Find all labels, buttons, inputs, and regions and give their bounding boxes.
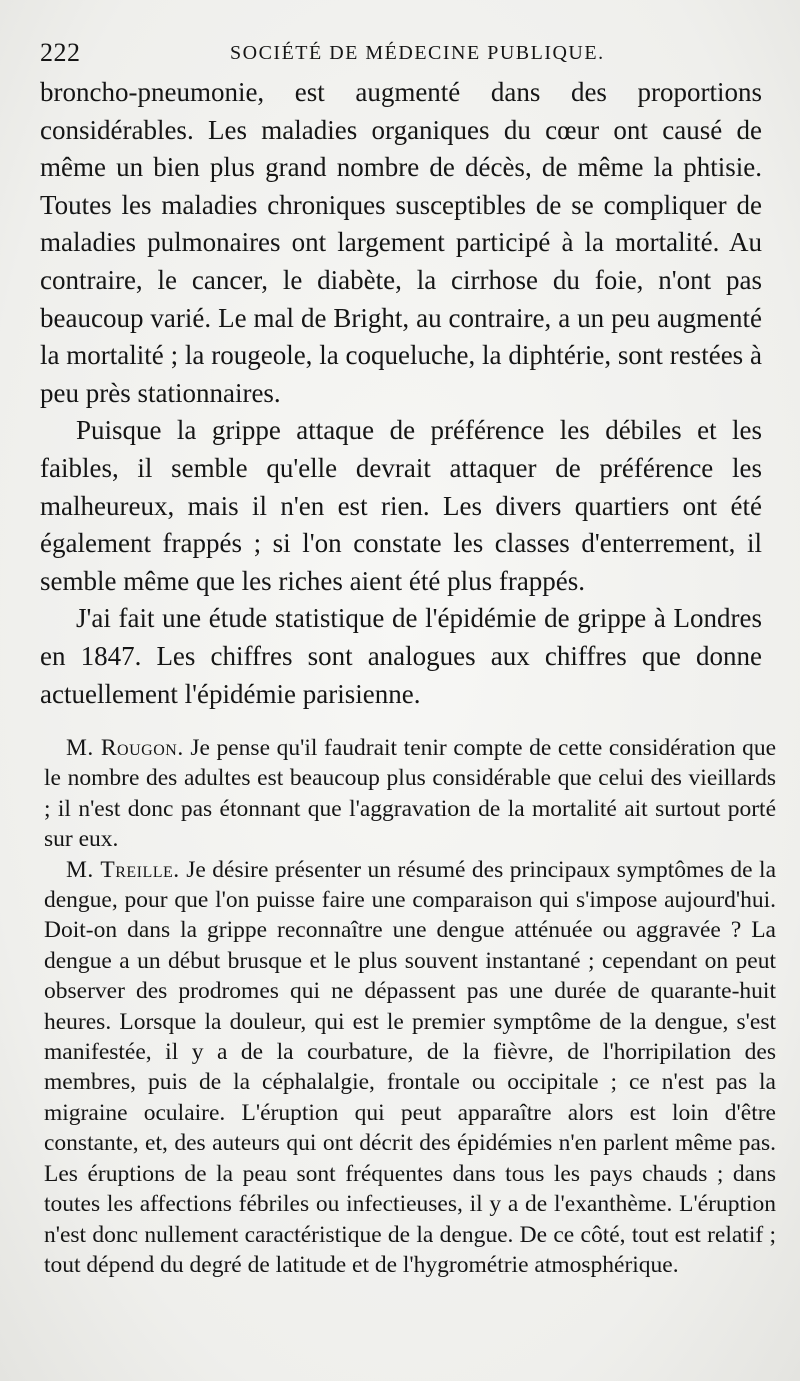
discussion-section bbox=[44, 733, 776, 1280]
running-title: SOCIÉTÉ DE MÉDECINE PUBLIQUE. bbox=[230, 42, 605, 64]
speaker-name: M. Treille. bbox=[66, 856, 180, 883]
paragraph-mortality: broncho-pneumonie, est augmenté dans des proportions considérables. Les maladies organiques du cœur ont causé de même un bien plus grand nombre de décès, de même la phtisie. Toutes les maladies chroniques susceptibles de se compliquer de maladies pulmonaires ont largement participé à la mortalité. Au contraire, le cancer, le diabète, la cirrhose du foie, n'ont pas beaucoup varié. Le mal de Bright, au contraire, a un peu augmenté la mortalité ; la rougeole, la coqueluche, la diphtérie, sont restées à peu près stationnaires. bbox=[40, 77, 762, 408]
remark-text: Je désire présenter un résumé des principaux symptômes de la dengue, pour que l'on puisse faire une comparaison qui s'impose aujourd'hui. Doit-on dans la grippe reconnaître une dengue atténuée ou aggravée ? La dengue a un début brusque et le plus souvent instantané ; cependant on peut observer des prodromes qui ne dépassent pas une durée de quarante-huit heures. Lorsque la douleur, qui est le premier symptôme de la dengue, s'est manifestée, il y a de la courbature, de la fièvre, de l'horripilation des membres, puis de la céphalalgie, frontale ou occipitale ; ce n'est pas la migraine oculaire. L'éruption qui peut apparaître alors est loin d'être constante, et, des auteurs qui ont décrit des épidémies n'en parlent même pas. Les éruptions de la peau sont fréquentes dans tous les pays chauds ; dans toutes les affections fébriles ou infectieuses, il y a de l'exanthème. L'éruption n'est donc nullement caractéristique de la dengue. De ce côté, tout est relatif ; tout dépend du degré de latitude et de l'hygrométrie atmosphérique. bbox=[44, 856, 777, 1278]
paragraph-london: J'ai fait une étude statistique de l'épidémie de grippe à Londres en 1847. Les chiffres sont analogues aux chiffres que donne actuellement l'épidémie parisienne. bbox=[40, 603, 762, 709]
page-header bbox=[40, 36, 755, 70]
remark-rougon bbox=[44, 733, 776, 855]
remark-text: Je pense qu'il faudrait tenir compte de cette considération que le nombre des adultes est beaucoup plus considérable que celui des vieillards ; il n'est donc pas étonnant que l'aggravation de la mortalité ait surtout porté sur eux. bbox=[44, 735, 776, 853]
paragraph-districts: Puisque la grippe attaque de préférence les débiles et les faibles, il semble qu'elle devrait attaquer de préférence les malheureux, mais il n'en est rien. Les divers quartiers ont été également frappés ; si l'on constate les classes d'enterrement, il semble même que les riches aient été plus frappés. bbox=[40, 415, 762, 596]
speaker-name: M. Rougon. bbox=[66, 735, 184, 761]
page-number: 222 bbox=[40, 38, 81, 67]
main-text bbox=[40, 74, 762, 713]
remark-treille bbox=[44, 855, 776, 1281]
